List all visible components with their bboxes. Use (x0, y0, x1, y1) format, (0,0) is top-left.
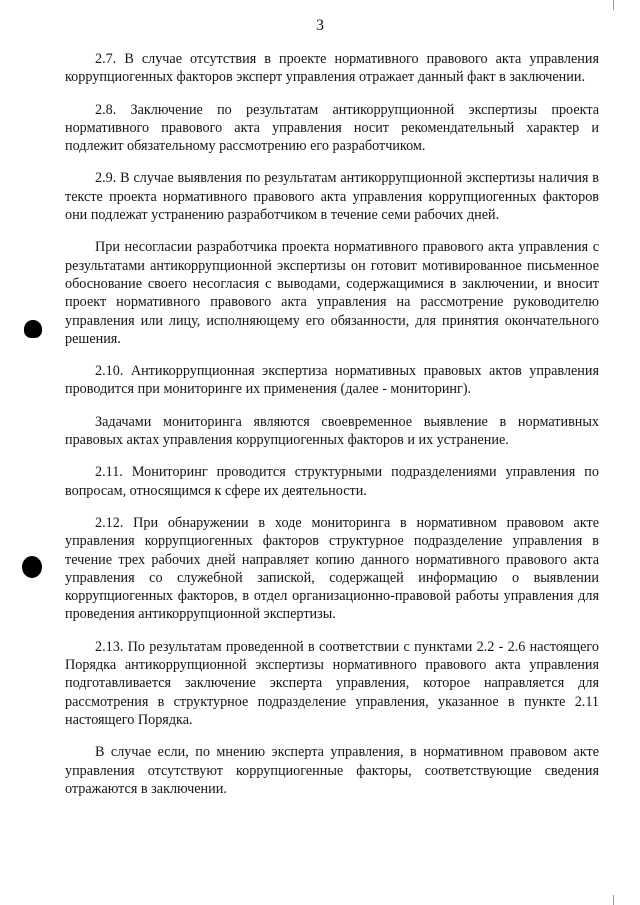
paragraph-2-8: 2.8. Заключение по результатам антикоррупционной экспертизы проекта нормативного правового акта управления носит рекомендательный характер и подлежит обязательному рассмотрению его разработчиком. (65, 101, 599, 155)
paragraph-2-10: 2.10. Антикоррупционная экспертиза нормативных правовых актов управления проводится при мониторинге их применения (далее - мониторинг). (65, 363, 599, 398)
scan-edge-mark (613, 895, 614, 905)
paragraph-2-9: 2.9. В случае выявления по результатам антикоррупционной экспертизы наличия в тексте проекта нормативного правового акта управления коррупциогенных факторов они подлежат устранению разработчиком в течение семи рабочих дней. (65, 170, 599, 224)
paragraph-2-11: 2.11. Мониторинг проводится структурными подразделениями управления по вопросам, относящимся к сфере их деятельности. (65, 464, 599, 499)
paragraph-2-10-tasks: Задачами мониторинга являются своевременное выявление в нормативных правовых актах управления коррупциогенных факторов и их устранение. (65, 413, 599, 449)
paragraph-2-13: 2.13. По результатам проведенной в соответствии с пунктами 2.2 - 2.6 настоящего Порядка антикоррупционной экспертизы нормативного правового акта управления подготавливается заключение эксперта управления, которое направляется для рассмотрения в структурное подразделение управления, указанное в пункте 2.11 настоящего Порядка. (65, 638, 599, 728)
page-number: 3 (316, 17, 324, 34)
paragraph-2-13-no-factors: В случае если, по мнению эксперта управления, в нормативном правовом акте управления отсутствуют коррупциогенные факторы, соответствующие сведения отражаются в заключении. (65, 744, 599, 797)
scan-edge-mark (613, 0, 614, 10)
paragraph-2-12: 2.12. При обнаружении в ходе мониторинга в нормативном правовом акте управления коррупциогенных факторов структурное подразделение управления в течение трех рабочих дней направляет копию данного нормативного правового акта управления со служебной запиской, содержащей информацию о выявлении коррупциогенных факторов, в отдел организационно-правовой работы управления для проведения антикоррупционной экспертизы. (65, 514, 599, 623)
punch-hole-mark (24, 320, 42, 338)
punch-hole-mark (22, 556, 42, 578)
paragraph-2-9-disagreement: При несогласии разработчика проекта нормативного правового акта управления с результатами антикоррупционной экспертизы он готовит мотивированное письменное обоснование своего несогласия с выводами, содержащимися в заключении, и вносит проект нормативного правового акта управления на рассмотрение руководителю управления или лицу, исполняющему его обязанности, для принятия окончательного решения. (65, 239, 599, 347)
paragraph-2-7: 2.7. В случае отсутствия в проекте нормативного правового акта управления коррупциогенных факторов эксперт управления отражает данный факт в заключении. (65, 51, 599, 86)
document-body (65, 50, 599, 812)
